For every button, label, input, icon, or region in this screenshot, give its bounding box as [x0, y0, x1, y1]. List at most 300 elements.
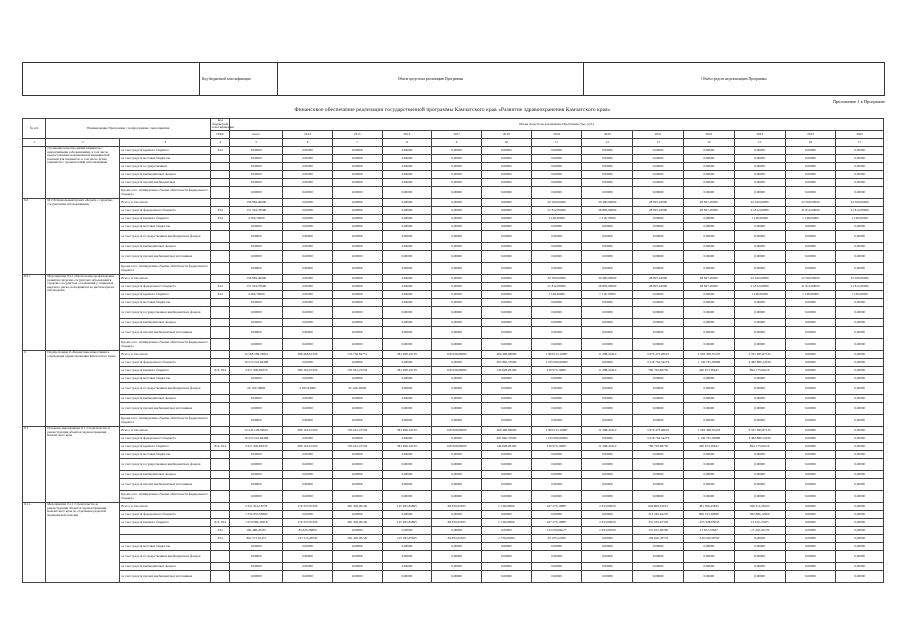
value-year: 0,00000: [734, 415, 785, 427]
value-year: 0,00000: [432, 491, 482, 503]
value-year: 0,00000: [785, 171, 836, 179]
value-year: 0,00000: [531, 155, 582, 163]
value-year: 66 850,65635: [432, 503, 482, 511]
value-year: 0,00000: [836, 307, 884, 319]
value-year: 0,00000: [283, 299, 333, 307]
value-year: 0,00000: [683, 451, 734, 459]
value-year: 0,00000: [836, 415, 884, 427]
value-total: 0,00000: [230, 223, 283, 231]
value-year: 278 337,87230: [283, 503, 333, 511]
value-year: -340 200,38700: [683, 535, 734, 543]
value-year: 0,00000: [633, 231, 684, 243]
value-year: 1 516,70000: [582, 291, 633, 299]
value-year: 28 883,00000: [582, 207, 633, 215]
value-year: 780 729,66756: [633, 367, 684, 375]
value-year: 22 560,00000: [836, 275, 884, 283]
row-number: [23, 147, 46, 199]
header-num: № п/п: [23, 119, 46, 139]
value-year: 0,00000: [734, 571, 785, 583]
table-row: [23, 375, 884, 383]
value-year: 22 560,00000: [531, 275, 582, 283]
value-year: 0,00000: [481, 571, 531, 583]
value-year: 0,00000: [582, 147, 633, 155]
value-year: 0,00000: [332, 179, 382, 187]
value-year: 0,00000: [734, 319, 785, 327]
value-year: 0,00000: [582, 563, 633, 571]
value-year: 0,00000: [481, 307, 531, 319]
funding-source-label: за счет средств краевого бюджета: [120, 367, 211, 375]
value-year: 0,00000: [531, 383, 582, 395]
value-year: 0,00000: [785, 243, 836, 251]
value-year: 0,00000: [582, 459, 633, 471]
value-year: 0,00000: [283, 179, 333, 187]
value-total: 0,00000: [230, 459, 283, 471]
value-year: 0,00000: [432, 263, 482, 275]
value-year: 28 807,20000: [633, 275, 684, 283]
value-year: 0,00000: [734, 243, 785, 251]
value-year: 0,00000: [481, 283, 531, 291]
funding-source-label: Кроме того, планируемые объемы обязательств федерального бюджета: [120, 187, 211, 199]
value-year: 0,00000: [836, 443, 884, 451]
value-year: 0,00000: [432, 435, 482, 443]
program-name: Основное мероприятие 9.1. Строительство и реконструкция объектов здравоохранения Камчатского края: [46, 427, 120, 503]
grbs-code: [211, 339, 230, 351]
value-year: 0,00000: [432, 527, 482, 535]
value-year: 0,00000: [836, 299, 884, 307]
value-year: 0,00000: [283, 415, 333, 427]
value-year: 167 273,10887: [531, 519, 582, 527]
funding-source-label: за счет средств федерального бюджета: [120, 435, 211, 443]
value-year: 331 559,67339: [633, 519, 684, 527]
value-year: 0,00000: [382, 319, 432, 327]
value-year: 0,00000: [481, 471, 531, 479]
value-year: 0,00000: [283, 283, 333, 291]
value-year: 0,00000: [683, 375, 734, 383]
table-row: [23, 207, 884, 215]
value-year: 14 871,53667: [683, 527, 734, 535]
header-year: 2020: [582, 131, 633, 139]
value-year: 21 812,00000: [836, 207, 884, 215]
value-year: 0,00000: [531, 223, 582, 231]
value-year: 0,00000: [332, 459, 382, 471]
value-year: 0,00000: [283, 275, 333, 283]
value-year: 0,00000: [432, 207, 482, 215]
value-year: 131 932,90760: [633, 527, 684, 535]
value-year: 0,00000: [332, 251, 382, 263]
value-year: 0,00000: [481, 171, 531, 179]
value-year: 4 295,94000: [283, 383, 333, 395]
value-year: 0,00000: [531, 243, 582, 251]
table-row: [23, 155, 884, 163]
value-total: 0,00000: [230, 339, 283, 351]
table-row: [23, 395, 884, 403]
value-year: 0,00000: [481, 187, 531, 199]
value-year: 0,00000: [836, 451, 884, 459]
grbs-code: 812, 814: [211, 367, 230, 375]
value-year: 0,00000: [836, 471, 884, 479]
funding-source-label: за счет средств краевого бюджета: [120, 519, 211, 527]
value-year: 0,00000: [432, 215, 482, 223]
value-year: 0,00000: [283, 571, 333, 583]
value-year: 0,00000: [836, 327, 884, 339]
value-year: 1 736,00000: [481, 535, 531, 543]
value-year: 0,00000: [582, 571, 633, 583]
value-year: -13 432,09176: [734, 527, 785, 535]
value-year: 0,00000: [836, 571, 884, 583]
value-year: 0,00000: [382, 383, 432, 395]
value-year: 0,00000: [283, 187, 333, 199]
grbs-code: [211, 351, 230, 359]
value-year: 0,00000: [382, 471, 432, 479]
value-year: 0,00000: [531, 163, 582, 171]
value-year: 0,00000: [683, 471, 734, 479]
value-year: 0,00000: [332, 563, 382, 571]
grbs-code: [211, 299, 230, 307]
value-year: 0,00000: [633, 187, 684, 199]
value-year: 0,00000: [531, 479, 582, 491]
value-year: 0,00000: [633, 571, 684, 583]
value-year: 125 905,83695: [382, 519, 432, 527]
funding-source-label: за счет средств государственных внебюджетных фондов: [120, 459, 211, 471]
table-row: [23, 443, 884, 451]
value-year: 894 175,60119: [734, 443, 785, 451]
value-year: 806 725,30868: [683, 511, 734, 519]
value-year: 0,00000: [633, 291, 684, 299]
grbs-code: [211, 155, 230, 163]
value-total: 2 611 916,18778: [230, 503, 283, 511]
value-year: 0,00000: [531, 471, 582, 479]
value-total: 0,00000: [230, 451, 283, 459]
value-year: 0,00000: [332, 291, 382, 299]
value-total: 156 884,40000: [230, 199, 283, 207]
value-year: 0,00000: [582, 511, 633, 519]
table-row: [23, 199, 884, 207]
value-year: 0,00000: [785, 451, 836, 459]
value-year: 0,00000: [531, 543, 582, 551]
value-year: 0,00000: [332, 199, 382, 207]
header-colnum: 8: [382, 139, 432, 147]
header-colnum: 15: [734, 139, 785, 147]
grbs-code: [211, 511, 230, 519]
grbs-code: [211, 403, 230, 415]
value-total: 0,00000: [230, 307, 283, 319]
value-year: 0,00000: [836, 375, 884, 383]
value-year: 0,00000: [683, 291, 734, 299]
value-year: 0,00000: [531, 551, 582, 563]
value-year: 0,00000: [836, 251, 884, 263]
value-year: 780 729,66756: [633, 443, 684, 451]
value-year: 2 653,09050: [582, 519, 633, 527]
value-year: 199 626,76579: [633, 535, 684, 543]
header-colnum: 2: [46, 139, 120, 147]
value-year: 1 136 725,30868: [683, 435, 734, 443]
value-year: 0,00000: [432, 375, 482, 383]
value-year: 1 470 000,00000: [531, 435, 582, 443]
value-year: 0,00000: [836, 435, 884, 443]
value-year: 21 812,00000: [531, 207, 582, 215]
funding-source-label: за счет средств прочих внебюджетных источников: [120, 403, 211, 415]
value-year: 0,00000: [283, 543, 333, 551]
value-total: 14 542 129,59041: [230, 427, 283, 435]
funding-source-label: за счет средств государственных: [120, 163, 211, 171]
value-year: 0,00000: [785, 395, 836, 403]
grbs-code: [211, 243, 230, 251]
value-total: 0,00000: [230, 551, 283, 563]
value-year: 703 631,47334: [332, 427, 382, 435]
program-name: Мероприятие 8.2.1 Обеспечение профилактики развития сердечно-сосудистых заболеваний и сердечно-сосудистых осложнений у пациентов высокого риска, находящихся на диспансерном наблюдении: [46, 275, 120, 351]
value-year: 0,00000: [582, 375, 633, 383]
value-year: 20 126,42000: [332, 383, 382, 395]
header-code: Код бюджетной классификации: [212, 118, 234, 130]
value-year: 166 636,89090: [432, 427, 482, 435]
value-year: 381 498,16159: [382, 367, 432, 375]
funding-source-label: за счет средств местных бюджетов: [120, 299, 211, 307]
value-year: 0,00000: [683, 147, 734, 155]
value-year: 2 653,09050: [582, 503, 633, 511]
table-row: [23, 223, 884, 231]
value-year: 0,00000: [785, 339, 836, 351]
value-year: 0,00000: [785, 503, 836, 511]
value-year: 0,00000: [283, 171, 333, 179]
value-total: 0,00000: [230, 319, 283, 327]
value-year: 0,00000: [283, 155, 333, 163]
value-year: 0,00000: [582, 171, 633, 179]
value-year: 0,00000: [382, 263, 432, 275]
table-row: [23, 479, 884, 491]
value-year: 0,00000: [332, 147, 382, 155]
value-year: 0,00000: [734, 543, 785, 551]
value-year: 263 862,37000: [481, 359, 531, 367]
funding-source-label: за счет средств местных бюджетов: [120, 543, 211, 551]
value-year: 0,00000: [734, 563, 785, 571]
value-year: 0,00000: [283, 435, 333, 443]
table-row: [23, 291, 884, 299]
value-year: 703 631,47334: [332, 443, 382, 451]
grbs-code: [211, 479, 230, 491]
grbs-code: 812: [211, 527, 230, 535]
value-year: 22 560,00000: [785, 275, 836, 283]
value-year: 0,00000: [332, 207, 382, 215]
value-year: 0,00000: [582, 251, 633, 263]
value-year: 0,00000: [633, 299, 684, 307]
value-year: 1 736,00000: [481, 519, 531, 527]
value-year: 1 736,00000: [481, 503, 531, 511]
value-year: 0,00000: [836, 351, 884, 359]
value-year: 0,00000: [582, 339, 633, 351]
value-year: 0,00000: [582, 263, 633, 275]
value-year: 0,00000: [683, 223, 734, 231]
value-year: 0,00000: [683, 339, 734, 351]
header-volume: Объем средств на реализацию Программы (тыс. руб.): [230, 119, 884, 131]
value-year: 0,00000: [734, 263, 785, 275]
value-total: 10 570 222,60468: [230, 359, 283, 367]
funding-source-label: [120, 535, 211, 543]
value-year: 0,00000: [633, 459, 684, 471]
value-year: 0,00000: [633, 403, 684, 415]
value-year: 28 807,20000: [633, 199, 684, 207]
value-year: 0,00000: [633, 563, 684, 571]
value-year: 1 148,00000: [734, 291, 785, 299]
value-year: 0,00000: [432, 275, 482, 283]
value-year: 0,00000: [531, 147, 582, 155]
value-total: 0,00000: [230, 187, 283, 199]
table-row: [23, 171, 884, 179]
funding-source-label: за счет средств краевого бюджета: [120, 443, 211, 451]
value-total: 0,00000: [230, 263, 283, 275]
value-year: 0,00000: [531, 319, 582, 327]
value-year: 0,00000: [582, 479, 633, 491]
value-year: 0,00000: [683, 459, 734, 471]
top-volume-label-2: Объем средств на реализацию Программы: [584, 63, 885, 96]
value-year: 0,00000: [432, 551, 482, 563]
value-year: 0,00000: [734, 535, 785, 543]
value-year: 0,00000: [836, 403, 884, 415]
value-year: 0,00000: [633, 395, 684, 403]
value-year: 0,00000: [283, 243, 333, 251]
row-number: 8.2: [23, 199, 46, 275]
value-year: 11 288,22410: [582, 443, 633, 451]
table-row: [23, 275, 884, 283]
table-row: [23, 351, 884, 359]
value-year: 0,00000: [432, 163, 482, 171]
value-total: 156 884,40000: [230, 275, 283, 283]
value-year: 0,00000: [283, 199, 333, 207]
value-year: 0,00000: [836, 491, 884, 503]
table-row: [23, 519, 884, 527]
value-year: 0,00000: [283, 327, 333, 339]
grbs-code: [211, 187, 230, 199]
value-year: 0,00000: [734, 163, 785, 171]
value-year: 0,00000: [633, 251, 684, 263]
table-row: [23, 563, 884, 571]
value-year: 166 636,89090: [432, 367, 482, 375]
value-year: 644 809,61615: [633, 503, 684, 511]
table-row: [23, 215, 884, 223]
value-year: 0,00000: [481, 223, 531, 231]
value-year: 0,00000: [332, 327, 382, 339]
value-year: 0,00000: [382, 207, 432, 215]
grbs-code: [211, 359, 230, 367]
value-year: 0,00000: [633, 551, 684, 563]
value-year: 263 862,37000: [481, 435, 531, 443]
value-year: 0,00000: [582, 451, 633, 459]
value-year: 0,00000: [332, 551, 382, 563]
value-year: 381 498,16159: [382, 427, 432, 435]
value-year: 3 218 794,34276: [633, 359, 684, 367]
table-row: [23, 299, 884, 307]
grbs-code: 812, 814: [211, 519, 230, 527]
value-year: 30 826,38890: [283, 527, 333, 535]
value-year: 0,00000: [683, 479, 734, 491]
value-year: 389 162,97250: [283, 427, 333, 435]
funding-source-label: за счет средств федерального бюджета: [120, 359, 211, 367]
value-year: 0,00000: [382, 155, 432, 163]
value-year: 22 560,00000: [531, 199, 582, 207]
value-year: 0,00000: [481, 291, 531, 299]
value-total: 0,00000: [230, 543, 283, 551]
value-total: 0,00000: [230, 163, 283, 171]
value-year: 389 498,91239: [283, 351, 333, 359]
value-year: 0,00000: [633, 383, 684, 395]
value-year: 0,00000: [734, 375, 785, 383]
value-year: 0,00000: [382, 551, 432, 563]
value-year: 0,00000: [633, 243, 684, 251]
value-year: 0,00000: [785, 163, 836, 171]
table-row: [23, 263, 884, 275]
funding-source-label: за счет средств местных бюджетов: [120, 451, 211, 459]
funding-source-label: за счет средств прочих внебюджетных источников: [120, 251, 211, 263]
header-year: 2014: [283, 131, 333, 139]
value-year: 0,00000: [432, 307, 482, 319]
value-year: 22 560,00000: [734, 199, 785, 207]
value-year: 0,00000: [582, 223, 633, 231]
grbs-code: [211, 471, 230, 479]
value-year: 0,00000: [432, 299, 482, 307]
value-year: 0,00000: [683, 383, 734, 395]
value-year: 0,00000: [836, 319, 884, 327]
value-year: 0,00000: [332, 527, 382, 535]
value-year: 239 973,10687: [531, 443, 582, 451]
value-year: 0,00000: [382, 147, 432, 155]
value-year: 5 357 995,87135: [734, 351, 785, 359]
value-year: 0,00000: [734, 459, 785, 471]
value-year: 0,00000: [382, 359, 432, 367]
grbs-code: [211, 275, 230, 283]
value-year: 0,00000: [283, 251, 333, 263]
value-year: 21 812,00000: [531, 283, 582, 291]
value-year: 1 470 000,00000: [531, 359, 582, 367]
top-stub-table: [22, 62, 885, 96]
value-year: 0,00000: [836, 223, 884, 231]
value-year: 0,00000: [332, 359, 382, 367]
value-year: 0,00000: [283, 471, 333, 479]
header-colnum: 9: [432, 139, 482, 147]
table-row: [23, 551, 884, 563]
value-year: 0,00000: [582, 543, 633, 551]
value-year: 0,00000: [481, 243, 531, 251]
value-year: 0,00000: [481, 511, 531, 519]
value-year: 0,00000: [332, 171, 382, 179]
table-row: [23, 571, 884, 583]
funding-source-label: за счет средств федерального бюджета: [120, 283, 211, 291]
top-volume-label-1: Объем средств на реализацию Программы: [278, 63, 584, 96]
value-year: 0,00000: [382, 199, 432, 207]
value-year: 0,00000: [332, 163, 382, 171]
value-year: 146 628,09100: [481, 367, 531, 375]
grbs-code: [211, 383, 230, 395]
table-row: [23, 307, 884, 319]
value-year: 0,00000: [481, 275, 531, 283]
value-year: 0,00000: [531, 403, 582, 415]
funding-source-label: за счет средств государственных внебюджетных фондов: [120, 551, 211, 563]
value-year: 0,00000: [836, 543, 884, 551]
value-year: 0,00000: [382, 571, 432, 583]
value-year: 278 337,87230: [283, 519, 333, 527]
value-year: -325 328,85033: [683, 519, 734, 527]
value-year: 0,00000: [432, 571, 482, 583]
value-year: 0,00000: [332, 395, 382, 403]
value-year: 0,00000: [633, 163, 684, 171]
value-year: 0,00000: [836, 479, 884, 491]
value-year: 11 288,22410: [582, 351, 633, 359]
grbs-code: [211, 231, 230, 243]
value-year: 0,00000: [382, 179, 432, 187]
value-year: 0,00000: [785, 535, 836, 543]
value-year: 0,00000: [836, 231, 884, 243]
value-year: 0,00000: [683, 327, 734, 339]
value-year: 0,00000: [582, 535, 633, 543]
value-year: 0,00000: [283, 511, 333, 519]
